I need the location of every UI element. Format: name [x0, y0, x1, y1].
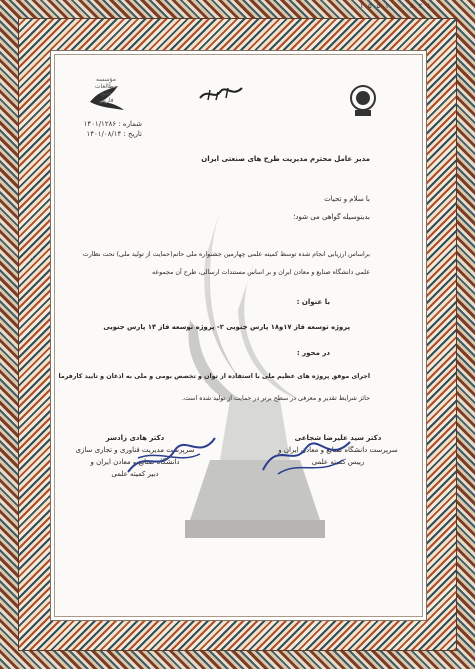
- signer-role: دانشگاه صنایع و معادن ایران و: [90, 458, 180, 466]
- serial-number: ۱ ۵ ۵ ۱ ۰ ۰ ۸ ۲ ۱: [359, 2, 431, 10]
- addressee: مدیر عامل محترم مدیریت طرح های صنعتی ایران: [201, 155, 370, 163]
- right-handwritten-signature: [258, 430, 358, 478]
- letter-number: شماره : ۱۴۰۱/۱۲۸۶: [83, 120, 142, 128]
- signer-name: دکتر سید علیرضا شجاعی: [294, 434, 382, 442]
- signer-role: رییس کمیته علمی: [311, 458, 365, 466]
- logo-caption-line: خلیج: [100, 90, 112, 97]
- logo-caption-line: مؤسسه: [96, 76, 116, 83]
- title-label: با عنوان :: [296, 298, 330, 306]
- signer-role: دبیر کمیته علمی: [111, 470, 159, 478]
- intro-text: بدینوسیله گواهی می شود؛: [293, 213, 370, 221]
- greeting: با سلام و تحیات: [324, 195, 370, 203]
- signer-role: سرپرست دانشگاه صنایع و معادن ایران و: [278, 446, 398, 454]
- paragraph-line: علمی دانشگاه صنایع و معادن ایران و بر اساس مستندات ارسالی، طرح آن مجموعه: [151, 269, 370, 276]
- closing-text: حائز شرایط تقدیر و معرفی در سطح برتر در حمایت از تولید شده است.: [182, 395, 370, 402]
- signer-name: دکتر هادی زادسر: [105, 434, 165, 442]
- axis-label: در محور :: [296, 349, 330, 357]
- project-title: پروژه توسعه فاز ۱۷و۱۸ پارس جنوبی ۲- پروژه توسعه فاز ۱۴ پارس جنوبی: [103, 323, 350, 331]
- logo-caption-line: فارس: [98, 97, 114, 104]
- letter-date: تاریخ : ۱۴۰۱/۰۸/۱۴: [86, 130, 142, 138]
- paragraph-line: براساس ارزیابی انجام شده توسط کمیته علمی چهارمین جشنواره ملی حاتم(حمایت از تولید ملی) تحت نظارت: [82, 251, 370, 258]
- left-handwritten-signature: [120, 430, 220, 480]
- axis-value: اجرای موفق پروژه های عظیم ملی با استفاده از توان و تخصص بومی و ملی به اذعان و تایید کارفرما: [58, 373, 370, 380]
- logo-caption-line: مطالعات: [94, 83, 118, 90]
- signer-role: سرپرست مدیریت فناوری و تجاری سازی: [75, 446, 195, 454]
